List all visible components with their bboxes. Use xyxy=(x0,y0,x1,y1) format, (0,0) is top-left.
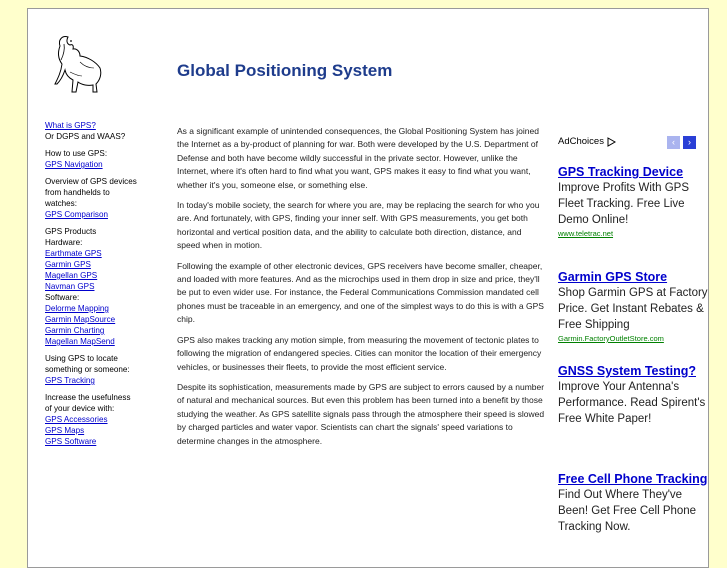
article-paragraph: In today's mobile society, the search for where you are, may be replacing the search for who you are. And fortunately, with GPS, finding your inner self. With GPS measurements, you get both horizontal and vertical position data, and the ability to calculate both direction, distance, and speed when in motion. xyxy=(177,200,540,251)
nav-text: Using GPS to locate xyxy=(45,354,118,363)
page-title: Global Positioning System xyxy=(177,61,393,80)
nav-text: Overview of GPS devices xyxy=(45,177,137,186)
nav-link[interactable]: GPS Accessories xyxy=(45,415,108,424)
ad-description: Shop Garmin GPS at Factory Price. Get Instant Rebates & Free Shipping xyxy=(558,287,708,331)
nav-link[interactable]: Garmin MapSource xyxy=(45,315,116,324)
nav-text: watches: xyxy=(45,199,77,208)
nav-link[interactable]: Garmin Charting xyxy=(45,326,105,335)
chevron-right-icon[interactable]: › xyxy=(683,136,696,149)
chevron-left-icon[interactable]: ‹ xyxy=(667,136,680,149)
ad-navigation xyxy=(667,136,696,149)
nav-link[interactable]: What is GPS? xyxy=(45,121,96,130)
article-paragraph: Following the example of other electronic devices, GPS receivers have become smaller, cheaper, and loaded with more features. And as the microchips used in them drop in size and price, they'll be put to even wider use. For instance, the Federal Communications Commission mandated cell phones must be traceable in an emergency, and one of the simplest ways to do this is with a GPS chip. xyxy=(177,260,544,325)
nav-link[interactable]: Earthmate GPS xyxy=(45,249,102,258)
article-paragraph: Despite its sophistication, measurements made by GPS are subject to errors caused by a number of natural and mechanical sources. But even this problem has been turned into a benefit by those studying the weather. As GPS satellite signals pass through the atmosphere their speed is slowed by charged particles and water vapor. Scientists can chart the signals' speed variations to determine changes in the atmosphere. xyxy=(177,381,545,446)
adchoices-icon xyxy=(607,137,616,147)
dog-icon xyxy=(50,32,106,94)
nav-link[interactable]: GPS Software xyxy=(45,437,97,446)
nav-text: How to use GPS: xyxy=(45,149,108,158)
ad-url[interactable]: www.teletrac.net xyxy=(558,229,614,238)
nav-section xyxy=(45,148,163,170)
ad-title[interactable]: GPS Tracking Device xyxy=(558,165,684,179)
ad-column xyxy=(558,136,708,533)
nav-link[interactable]: Delorme Mapping xyxy=(45,304,109,313)
nav-link[interactable]: Navman GPS xyxy=(45,282,95,291)
nav-link[interactable]: GPS Navigation xyxy=(45,160,103,169)
ad-item xyxy=(558,164,708,240)
ad-item xyxy=(558,471,708,535)
nav-link[interactable]: Magellan MapSend xyxy=(45,337,115,346)
ad-url[interactable]: Garmin.FactoryOutletStore.com xyxy=(558,334,664,343)
nav-link[interactable]: GPS Comparison xyxy=(45,210,108,219)
nav-section xyxy=(45,353,163,386)
ad-item xyxy=(558,269,708,345)
nav-link[interactable]: GPS Tracking xyxy=(45,376,95,385)
ad-title[interactable]: Free Cell Phone Tracking xyxy=(558,472,708,486)
ad-item xyxy=(558,363,708,427)
nav-text: something or someone: xyxy=(45,365,130,374)
sidebar-nav xyxy=(45,120,163,453)
article-paragraph: As a significant example of unintended consequences, the Global Positioning System has joined the Internet as a by-product of planning for war. Both were developed by the U.S. Department of Defense and both have become wildly successful in the private sector. However, unlike the Internet, where it's often hard to find what you want, GPS makes it easy to find what you want, whether it's you, someone else, or something else. xyxy=(177,126,539,190)
nav-text: Or DGPS and WAAS? xyxy=(45,132,126,141)
nav-link[interactable]: Garmin GPS xyxy=(45,260,91,269)
nav-text: of your device with: xyxy=(45,404,115,413)
nav-section xyxy=(45,392,163,447)
ad-description: Improve Profits With GPS Fleet Tracking. Free Live Demo Online! xyxy=(558,182,690,226)
nav-text: Increase the usefulness xyxy=(45,393,131,402)
ad-description: Improve Your Antenna's Performance. Read Spirent's Free White Paper! xyxy=(558,381,706,425)
article-paragraph: GPS also makes tracking any motion simple, from measuring the movement of tectonic plates to following the migration of endangered species. Cities can monitor the location of their emergency vehicles, or businesses their fleets, to provide the most efficient service. xyxy=(177,334,542,372)
ad-description: Find Out Where They've Been! Get Free Cell Phone Tracking Now. xyxy=(558,489,697,533)
nav-text: Hardware: xyxy=(45,238,83,247)
adchoices-label: AdChoices xyxy=(558,136,604,147)
nav-link[interactable]: GPS Maps xyxy=(45,426,85,435)
nav-text: Software: xyxy=(45,293,80,302)
ad-title[interactable]: Garmin GPS Store xyxy=(558,270,668,284)
nav-section xyxy=(45,226,163,347)
nav-section xyxy=(45,120,163,142)
nav-section xyxy=(45,176,163,220)
nav-text: from handhelds to xyxy=(45,188,110,197)
main-article xyxy=(177,125,545,455)
ad-title[interactable]: GNSS System Testing? xyxy=(558,364,696,378)
nav-text: GPS Products xyxy=(45,227,97,236)
nav-link[interactable]: Magellan GPS xyxy=(45,271,98,280)
